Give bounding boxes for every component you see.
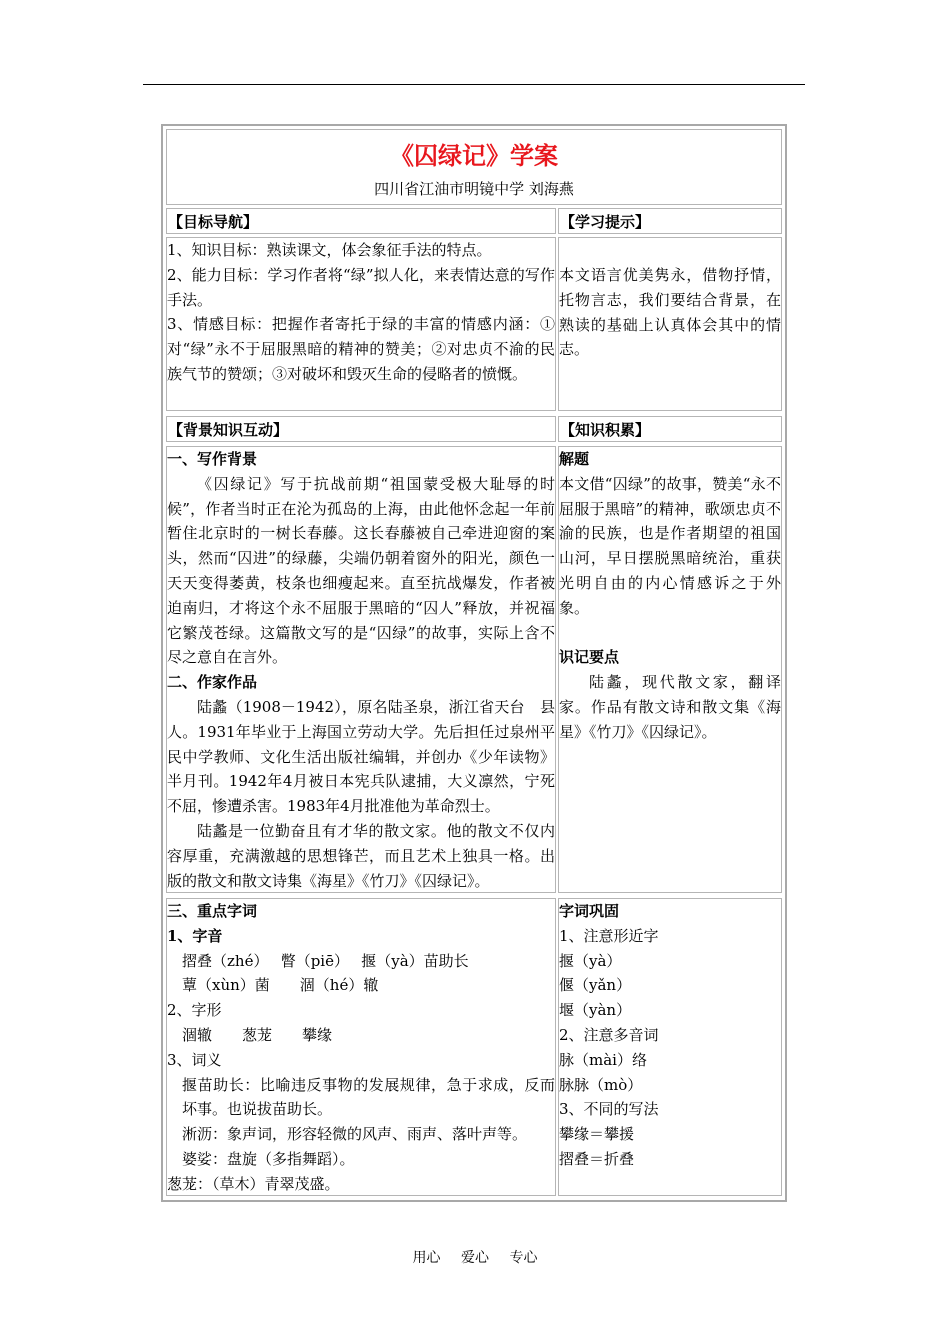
writing-background-title: 一、写作背景 xyxy=(167,450,258,468)
header-rule xyxy=(143,84,805,85)
goals-cell xyxy=(166,237,556,411)
consolidate-line: 脉（mài）络 xyxy=(559,1050,647,1069)
consolidate-line: 偃（yǎn） xyxy=(559,976,632,995)
consolidate-title: 字词巩固 xyxy=(559,902,620,920)
consolidate-line: 堰（yàn） xyxy=(559,1001,632,1020)
word-form-line: 涸辙 葱茏 攀缘 xyxy=(182,1025,333,1044)
tip-text: 本文语言优美隽永，借物抒情，托物言志，我们要结合背景，在熟读的基础上认真体会其中的情志。 xyxy=(559,266,781,359)
consolidate-line: 摺叠＝折叠 xyxy=(559,1149,635,1168)
page-title: 《囚绿记》学案 xyxy=(390,141,558,170)
word-meaning-4: 葱茏：（草木）青翠茂盛。 xyxy=(167,1174,340,1193)
consolidate-line: 攀缘＝攀援 xyxy=(559,1125,635,1144)
key-points-text: 陆蠡，现代散文家，翻译家。作品有散文诗和散文集《海星》《竹刀》《囚绿记》。 xyxy=(559,673,781,741)
consolidate-line: 2、注意多音词 xyxy=(559,1025,659,1044)
consolidate-line: 揠（yà） xyxy=(559,951,622,970)
word-meaning-2: 淅沥：象声词，形容轻微的风声、雨声、落叶声等。 xyxy=(182,1125,528,1144)
goal-emotion: 3、情感目标：把握作者寄托于绿的丰富的情感内涵：①对“绿”永不于屈服黑暗的精神的赞美；②对忠贞不渝的民族气节的赞颂；③对破坏和毁灭生命的侵略者的愤慨。 xyxy=(167,315,555,383)
tip-header: 【学习提示】 xyxy=(558,208,782,234)
pronunciation-line-2: 蕈（xùn）菌 涸（hé）辙 xyxy=(182,976,379,995)
word-meaning-3: 婆娑：盘旋（多指舞蹈）。 xyxy=(182,1149,355,1168)
title-cell xyxy=(166,129,782,205)
author-line: 四川省江油市明镜中学 刘海燕 xyxy=(374,180,574,198)
jieti-title: 解题 xyxy=(559,450,590,468)
word-meaning-1: 揠苗助长：比喻违反事物的发展规律，急于求成，反而坏事。也说拔苗助长。 xyxy=(182,1075,555,1119)
writing-background-text: 《囚绿记》写于抗战前期“祖国蒙受极大耻辱的时候”，作者当时正在沦为孤岛的上海，由此他怀念起一年前暂住北京时的一树长春藤。这长春藤被自己牵进迎窗的案头，然而“囚进”的绿藤，尖端仍朝着窗外的阳光，颜色一天天变得萎黄，枝条也细瘦起来。直至抗战爆发，作者被迫南归，才将这个永不屈服于黑暗的“囚人”释放，并祝福它繁茂苍绿。这篇散文写的是“囚绿”的故事，实际上含不尽之意自在言外。 xyxy=(167,474,555,667)
key-words-title: 三、重点字词 xyxy=(167,902,258,920)
spacer xyxy=(559,621,781,646)
word-form-title: 2、字形 xyxy=(167,1001,222,1020)
tips-cell xyxy=(558,237,782,411)
background-header: 【背景知识互动】 xyxy=(166,416,556,442)
pronunciation-line-1: 摺叠（zhé） 瞥（piē） 揠（yà）苗助长 xyxy=(182,951,469,970)
author-works-text: 陆蠡是一位勤奋且有才华的散文家。他的散文不仅内容厚重，充满激越的思想锋芒，而且艺术上独具一格。出版的散文和散文诗集《海星》《竹刀》《囚绿记》。 xyxy=(167,821,555,890)
consolidate-line: 3、不同的写法 xyxy=(559,1100,659,1119)
jieti-text: 本文借“囚绿”的故事，赞美“永不屈服于黑暗”的精神，歌颂忠贞不渝的民族，也是作者期望的祖国山河，早日摆脱黑暗统治，重获光明自由的内心情感诉之于外象。 xyxy=(559,474,781,617)
background-cell xyxy=(166,446,556,893)
key-words-cell xyxy=(166,898,556,1196)
word-meaning-title: 3、词义 xyxy=(167,1050,222,1069)
key-points-title: 识记要点 xyxy=(559,648,620,667)
author-works-title: 二、作家作品 xyxy=(167,673,258,692)
page-footer: 用心 爱心 专心 xyxy=(412,1250,538,1266)
goal-ability: 2、能力目标：学习作者将“绿”拟人化，来表情达意的写作手法。 xyxy=(167,265,555,309)
goal-header: 【目标导航】 xyxy=(166,208,556,234)
consolidate-cell xyxy=(558,898,782,1196)
pronunciation-title: 1、字音 xyxy=(167,926,223,945)
author-bio-text: 陆蠡（1908－1942），原名陆圣泉，浙江省天台 县人。1931年毕业于上海国立劳动大学。先后担任过泉州平民中学教师、文化生活出版社编辑，并创办《少年读物》半月刊。1942年4月被日本宪兵队逮捕，大义凛然，宁死不屈，惨遭杀害。1983年4月批准他为革命烈士。 xyxy=(167,697,555,816)
consolidate-line: 1、注意形近字 xyxy=(559,926,659,945)
accumulate-header: 【知识积累】 xyxy=(558,416,782,442)
accumulate-cell xyxy=(558,446,782,893)
goal-knowledge: 1、知识目标：熟读课文，体会象征手法的特点。 xyxy=(167,241,492,259)
consolidate-line: 脉脉（mò） xyxy=(559,1075,643,1094)
